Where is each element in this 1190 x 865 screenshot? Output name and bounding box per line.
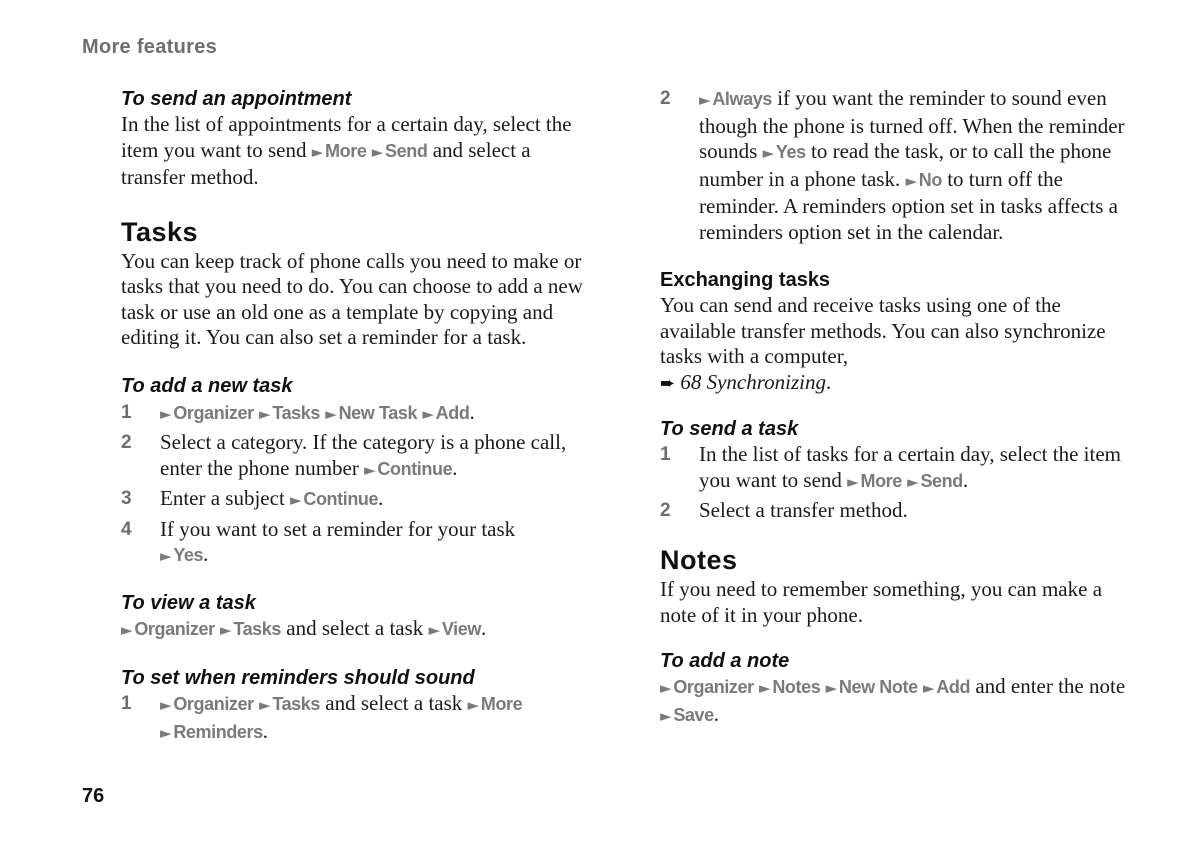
exchanging-body-text: You can send and receive tasks using one of the available transfer methods. You can also synchronize tasks with a computer, xyxy=(660,293,1106,368)
arrow-icon: ► xyxy=(825,679,838,697)
menu-send: Send xyxy=(920,470,963,491)
set-reminders-section xyxy=(121,665,591,746)
reminders-step-2 xyxy=(660,86,1130,245)
punct: . xyxy=(962,467,969,492)
step-text: Enter a subject xyxy=(160,486,285,510)
step-text-1: if you want the reminder to sound even though the phone is turned off. When the reminder sounds xyxy=(699,86,1125,163)
step-number: 1 xyxy=(121,693,132,714)
add-task-heading: To add a new task xyxy=(121,374,293,397)
send-appointment-section xyxy=(121,86,591,191)
step-number: 3 xyxy=(121,488,132,509)
add-task-step-1 xyxy=(121,400,591,428)
step-text: and select a task xyxy=(325,691,463,715)
punct: . xyxy=(825,369,832,394)
add-note-section xyxy=(660,648,1130,729)
set-reminders-heading: To set when reminders should sound xyxy=(121,667,475,689)
menu-new-task: New Task xyxy=(338,402,418,423)
arrow-icon: ► xyxy=(847,472,859,491)
right-column xyxy=(660,86,1130,729)
view-task-plain: and select a task xyxy=(286,615,424,640)
add-task-step-3 xyxy=(121,486,591,514)
punct: . xyxy=(452,455,458,480)
arrow-icon: ► xyxy=(922,679,935,697)
send-appointment-text2: and select a transfer method. xyxy=(121,137,531,189)
menu-tasks: Tasks xyxy=(233,618,282,639)
send-task-section xyxy=(660,416,1130,517)
menu-continue: Continue xyxy=(377,458,453,479)
arrow-icon: ► xyxy=(660,706,672,725)
punct: . xyxy=(203,542,209,566)
arrow-icon: ► xyxy=(160,696,172,714)
left-column xyxy=(121,86,591,746)
add-task-section xyxy=(121,373,591,570)
menu-more: More xyxy=(480,694,523,714)
menu-organizer: Organizer xyxy=(173,402,254,423)
notes-body: If you need to remember something, you can make a note of it in your phone. xyxy=(660,577,1103,627)
menu-yes: Yes xyxy=(173,545,204,565)
send-appointment-text xyxy=(121,112,591,191)
step-number: 4 xyxy=(121,518,132,540)
send-task-heading: To send a task xyxy=(660,418,799,440)
step-text-3: to turn off the reminder. A reminders option set in tasks affects a reminders option set in the calendar. xyxy=(699,166,1118,244)
arrow-icon: ► xyxy=(467,696,480,714)
arrow-icon: ► xyxy=(259,696,271,714)
send-task-step-1 xyxy=(660,442,1130,495)
view-task-text xyxy=(121,616,591,644)
punct: . xyxy=(713,701,720,726)
step-number: 1 xyxy=(121,401,132,423)
menu-send: Send xyxy=(385,140,428,161)
arrow-icon: ► xyxy=(759,679,771,697)
punct: . xyxy=(469,399,475,424)
notes-heading: Notes xyxy=(660,545,738,575)
menu-tasks: Tasks xyxy=(272,694,321,714)
arrow-icon: ► xyxy=(259,404,271,423)
reference-arrow-icon: ➨ xyxy=(660,372,676,394)
menu-more: More xyxy=(325,140,367,161)
step-number: 2 xyxy=(660,88,671,109)
send-appointment-heading: To send an appointment xyxy=(121,88,352,110)
add-note-text xyxy=(660,674,1130,729)
send-task-step-2 xyxy=(660,498,1130,517)
page-number: 76 xyxy=(82,785,105,807)
view-task-section xyxy=(121,590,591,644)
arrow-icon: ► xyxy=(121,620,133,639)
menu-continue: Continue xyxy=(303,489,379,509)
tasks-section xyxy=(121,215,591,351)
step-number: 1 xyxy=(660,444,671,465)
step-text-2: to read the task, or to call the phone number in a phone task. xyxy=(699,139,1112,191)
menu-add: Add xyxy=(936,677,971,697)
menu-add: Add xyxy=(435,402,470,423)
step-text: Select a category. If the category is a phone call, enter the phone number xyxy=(160,430,567,480)
arrow-icon: ► xyxy=(364,460,376,479)
arrow-icon: ► xyxy=(907,472,919,491)
exchanging-tasks-heading: Exchanging tasks xyxy=(660,269,831,291)
menu-save: Save xyxy=(673,704,714,725)
add-note-heading: To add a note xyxy=(660,650,790,672)
view-task-heading: To view a task xyxy=(121,591,256,614)
menu-organizer: Organizer xyxy=(134,618,215,639)
tasks-heading: Tasks xyxy=(121,216,199,247)
arrow-icon: ► xyxy=(428,620,441,639)
running-head: More features xyxy=(82,36,218,58)
reference-link[interactable]: 68 Synchronizing xyxy=(680,369,826,394)
step-text: In the list of tasks for a certain day, select the item you want to send xyxy=(699,442,1121,492)
step-text: Select a transfer method. xyxy=(699,498,908,517)
menu-no: No xyxy=(918,169,942,190)
arrow-icon: ► xyxy=(290,491,302,509)
add-note-plain: and enter the note xyxy=(975,674,1126,698)
tasks-body: You can keep track of phone calls you need to make or tasks that you need to do. You can choose to add a new task or use an old one as a template by copying and editing it. You can also set a reminder for a task. xyxy=(121,248,583,349)
arrow-icon: ► xyxy=(660,679,672,697)
menu-reminders: Reminders xyxy=(173,721,263,742)
exchanging-tasks-section xyxy=(660,267,1130,396)
step-text: If you want to set a reminder for your task xyxy=(160,516,516,541)
menu-more: More xyxy=(860,470,902,491)
arrow-icon: ► xyxy=(699,91,711,109)
arrow-icon: ► xyxy=(905,171,917,190)
arrow-icon: ► xyxy=(311,142,324,161)
add-task-step-2 xyxy=(121,430,591,483)
arrow-icon: ► xyxy=(371,142,384,161)
arrow-icon: ► xyxy=(762,144,775,162)
step-number: 2 xyxy=(121,432,132,453)
menu-notes: Notes xyxy=(772,677,821,697)
menu-tasks: Tasks xyxy=(272,402,321,423)
notes-section xyxy=(660,543,1130,628)
menu-organizer: Organizer xyxy=(673,677,754,697)
punct: . xyxy=(378,486,384,510)
menu-yes: Yes xyxy=(775,142,806,162)
step-number: 2 xyxy=(660,500,671,517)
exchanging-tasks-body xyxy=(660,293,1130,396)
arrow-icon: ► xyxy=(325,404,337,423)
punct: . xyxy=(480,615,487,640)
menu-organizer: Organizer xyxy=(173,694,254,714)
arrow-icon: ► xyxy=(160,723,172,742)
menu-view: View xyxy=(441,618,481,639)
arrow-icon: ► xyxy=(160,404,172,423)
add-task-step-4 xyxy=(121,517,591,570)
send-appointment-text1: In the list of appointments for a certain day, select the item you want to send xyxy=(121,112,572,162)
punct: . xyxy=(262,718,268,743)
menu-new-note: New Note xyxy=(838,677,918,697)
set-reminders-step-1 xyxy=(121,691,591,746)
arrow-icon: ► xyxy=(422,404,434,423)
arrow-icon: ► xyxy=(220,620,232,639)
arrow-icon: ► xyxy=(160,547,172,565)
menu-always: Always xyxy=(712,89,772,109)
